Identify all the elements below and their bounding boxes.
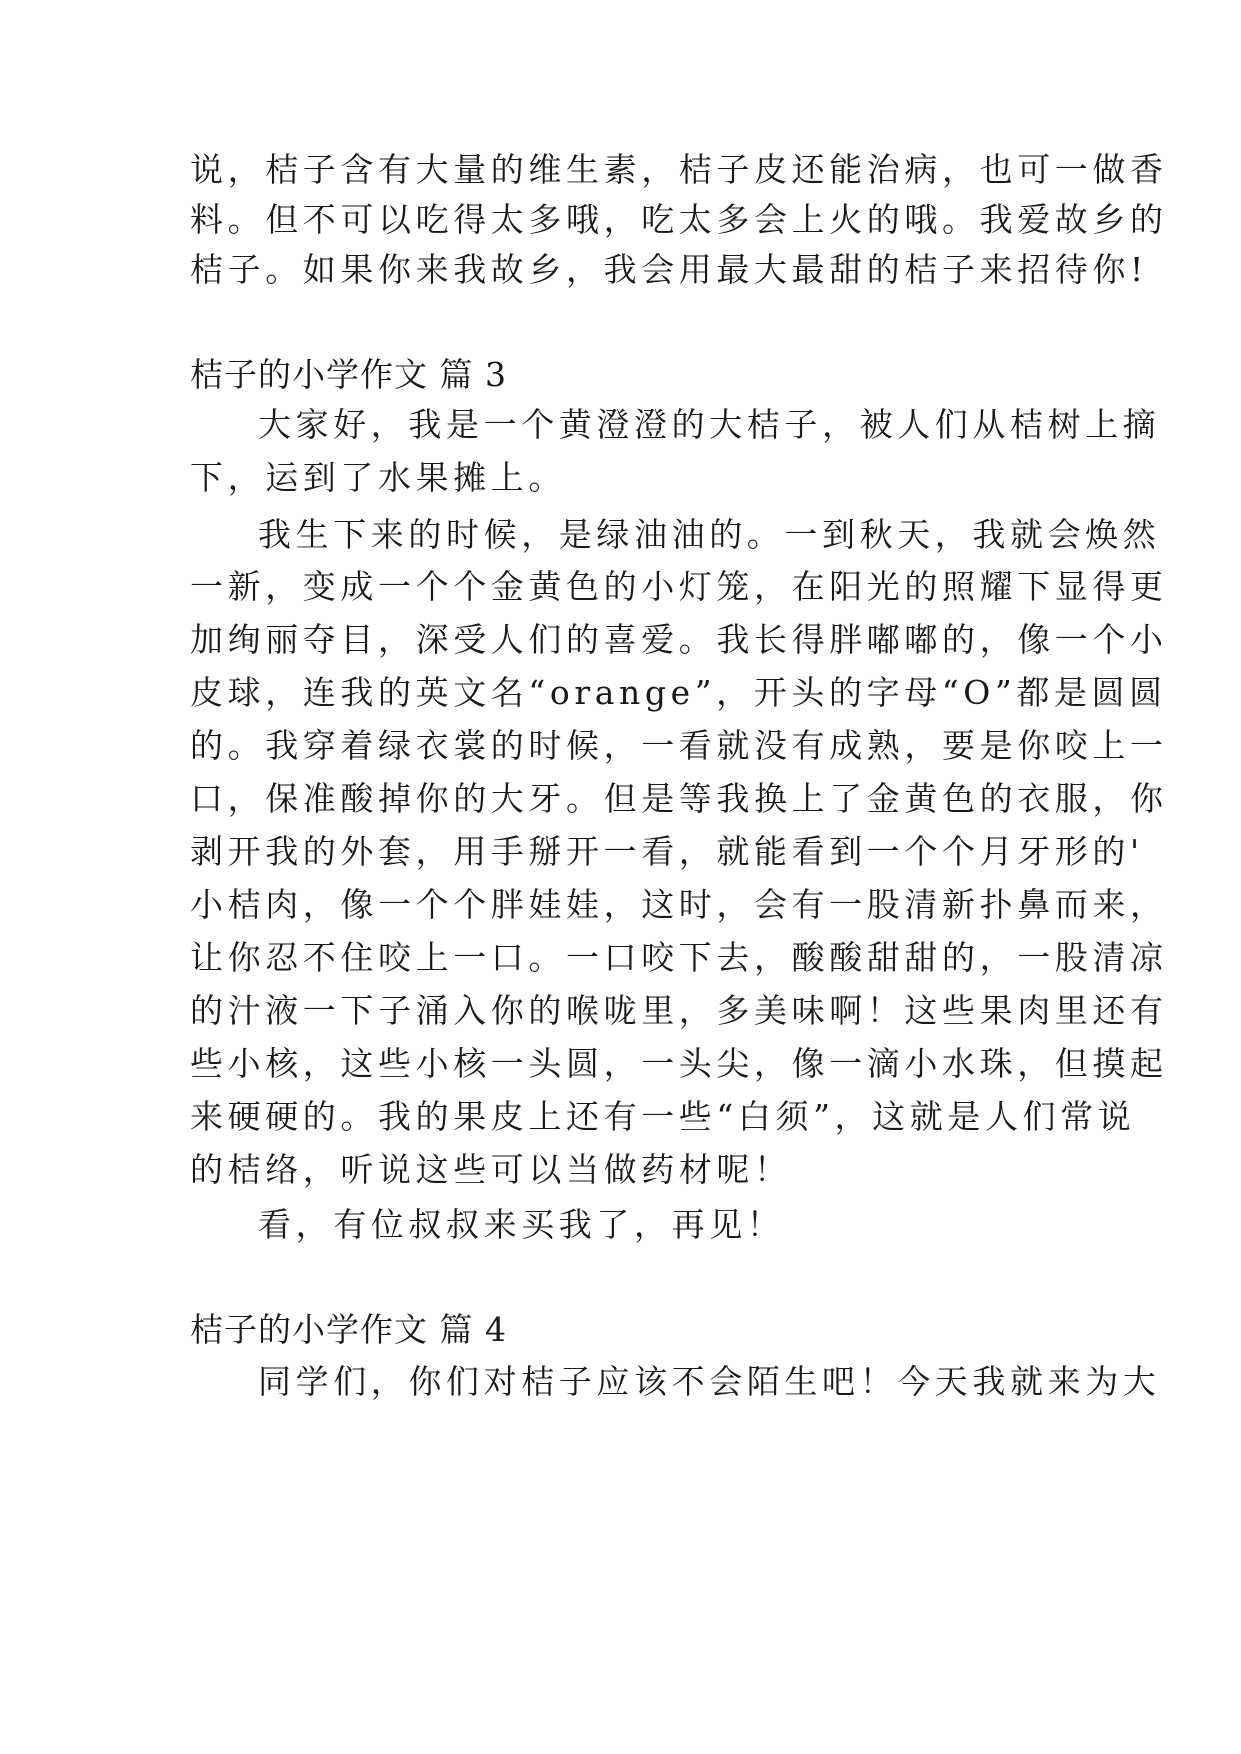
text-line: 的汁液一下子涌入你的喉咙里，多美味啊！这些果肉里还有 bbox=[190, 991, 1168, 1030]
text-line: 下，运到了水果摊上。 bbox=[190, 458, 566, 497]
section-heading: 桔子的小学作文 篇 4 bbox=[190, 1310, 507, 1349]
text-line: 我生下来的时候，是绿油油的。一到秋天，我就会焕然 bbox=[258, 515, 1161, 554]
text-line: 些小核，这些小核一头圆，一头尖，像一滴小水珠，但摸起 bbox=[190, 1044, 1168, 1083]
text-line: 小桔肉，像一个个胖娃娃，这时，会有一股清新扑鼻而来， bbox=[190, 885, 1168, 924]
text-line: 加绚丽夺目，深受人们的喜爱。我长得胖嘟嘟的，像一个小 bbox=[190, 620, 1168, 659]
text-line: 桔子。如果你来我故乡，我会用最大最甜的桔子来招待你! bbox=[190, 250, 1148, 289]
text-line: 同学们，你们对桔子应该不会陌生吧！今天我就来为大 bbox=[258, 1362, 1161, 1401]
text-line: 来硬硬的。我的果皮上还有一些“白须”，这就是人们常说 bbox=[190, 1097, 1136, 1136]
text-line: 看，有位叔叔来买我了，再见！ bbox=[258, 1205, 785, 1244]
section-heading: 桔子的小学作文 篇 3 bbox=[190, 355, 507, 394]
text-line: 大家好，我是一个黄澄澄的大桔子，被人们从桔树上摘 bbox=[258, 405, 1161, 444]
text-line: 皮球，连我的英文名“orange”，开头的字母“O”都是圆圆 bbox=[190, 673, 1167, 712]
text-line: 让你忍不住咬上一口。一口咬下去，酸酸甜甜的，一股清凉 bbox=[190, 938, 1168, 977]
text-line: 的桔络，听说这些可以当做药材呢！ bbox=[190, 1150, 792, 1189]
text-line: 口，保准酸掉你的大牙。但是等我换上了金黄色的衣服，你 bbox=[190, 779, 1168, 818]
text-line: 料。但不可以吃得太多哦，吃太多会上火的哦。我爱故乡的 bbox=[190, 200, 1168, 239]
text-line: 说，桔子含有大量的维生素，桔子皮还能治病，也可一做香 bbox=[190, 150, 1168, 189]
text-line: 剥开我的外套，用手掰开一看，就能看到一个个月牙形的' bbox=[190, 832, 1144, 871]
text-line: 一新，变成一个个金黄色的小灯笼，在阳光的照耀下显得更 bbox=[190, 567, 1168, 606]
text-line: 的。我穿着绿衣裳的时候，一看就没有成熟，要是你咬上一 bbox=[190, 726, 1168, 765]
